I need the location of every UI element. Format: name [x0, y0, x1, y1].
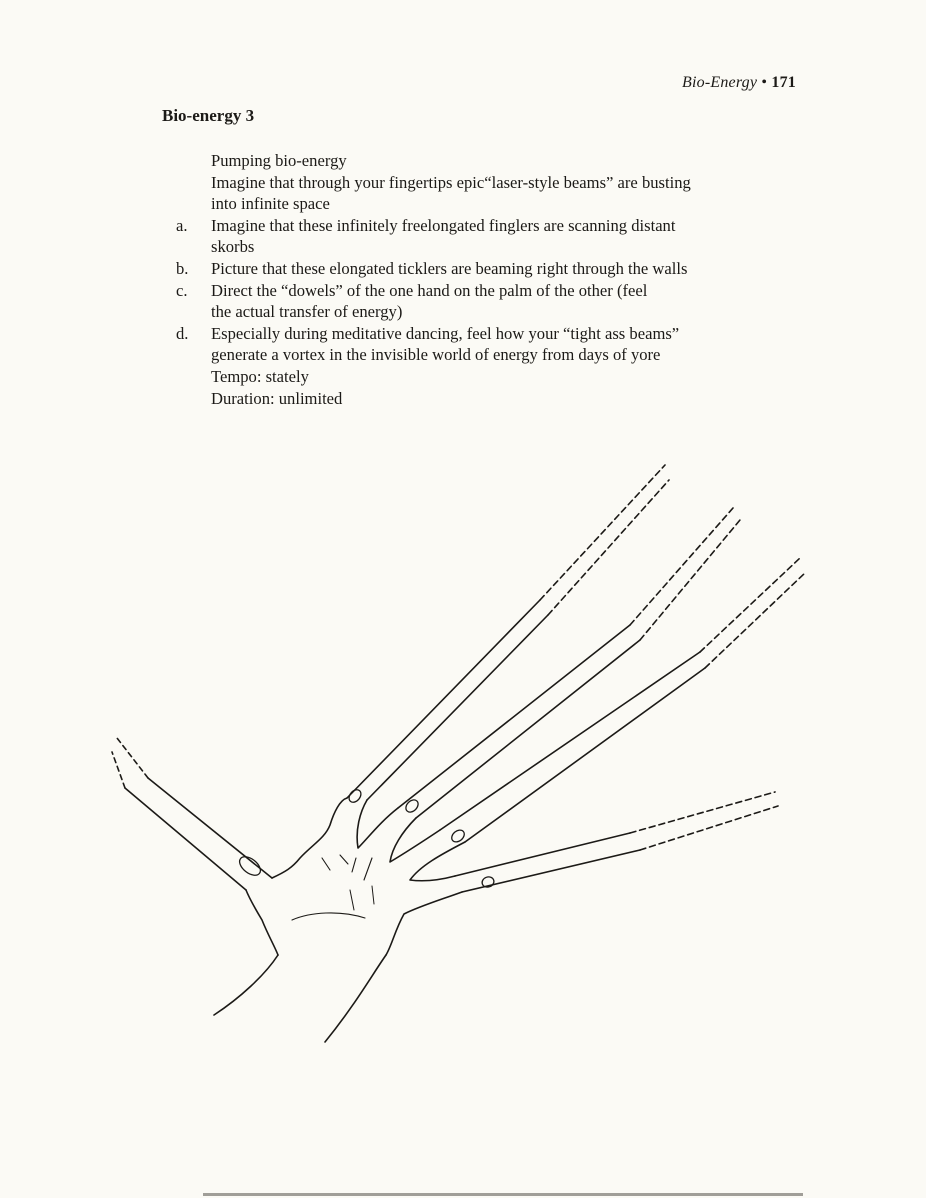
instruction-text: Tempo: stately — [211, 366, 309, 386]
instruction-line — [162, 280, 802, 302]
instruction-text: the actual transfer of energy) — [211, 302, 403, 322]
hand-beams-illustration — [0, 450, 926, 1070]
instruction-text: Pumping bio-energy — [211, 151, 347, 170]
list-marker: a. — [176, 215, 188, 235]
instruction-text: Direct the “dowels” of the one hand on the palm of the other (feel — [211, 280, 648, 300]
instruction-line — [162, 150, 802, 172]
instruction-line — [162, 258, 802, 280]
running-header-section: Bio-Energy — [682, 74, 758, 91]
instruction-text: Duration: unlimited — [211, 388, 343, 408]
instruction-text: skorbs — [211, 237, 255, 257]
instruction-text: Especially during meditative dancing, feel how your “tight ass beams” — [211, 323, 680, 343]
page-edge-rule — [203, 1193, 803, 1196]
instruction-line — [162, 388, 802, 410]
middle-finger-beam — [398, 508, 740, 818]
instruction-text: Imagine that these infinitely freelongated finglers are scanning distant — [211, 215, 676, 235]
instruction-line — [162, 344, 802, 366]
little-finger-beam — [455, 792, 778, 892]
page-number: 171 — [771, 74, 796, 91]
instruction-text: into infinite space — [211, 194, 330, 214]
instruction-text: Imagine that through your fingertips epic“laser-style beams” are busting — [211, 172, 691, 192]
list-marker: c. — [176, 280, 188, 300]
list-marker: d. — [176, 323, 189, 343]
instruction-text: Picture that these elongated ticklers are beaming right through the walls — [211, 258, 688, 278]
instruction-text: generate a vortex in the invisible world of energy from days of yore — [211, 345, 661, 365]
thumb-beam — [112, 738, 272, 890]
instruction-line — [162, 215, 802, 237]
instruction-line — [162, 366, 802, 388]
running-header — [682, 74, 796, 92]
header-separator: • — [761, 74, 768, 91]
exercise-instructions — [162, 150, 802, 409]
list-marker: b. — [176, 258, 189, 278]
instruction-line — [162, 236, 802, 258]
instruction-line — [162, 323, 802, 345]
hand-outline — [214, 798, 465, 1042]
instruction-line — [162, 193, 802, 215]
instruction-line — [162, 172, 802, 194]
exercise-title: Bio-energy 3 — [162, 106, 255, 125]
instruction-line — [162, 301, 802, 323]
